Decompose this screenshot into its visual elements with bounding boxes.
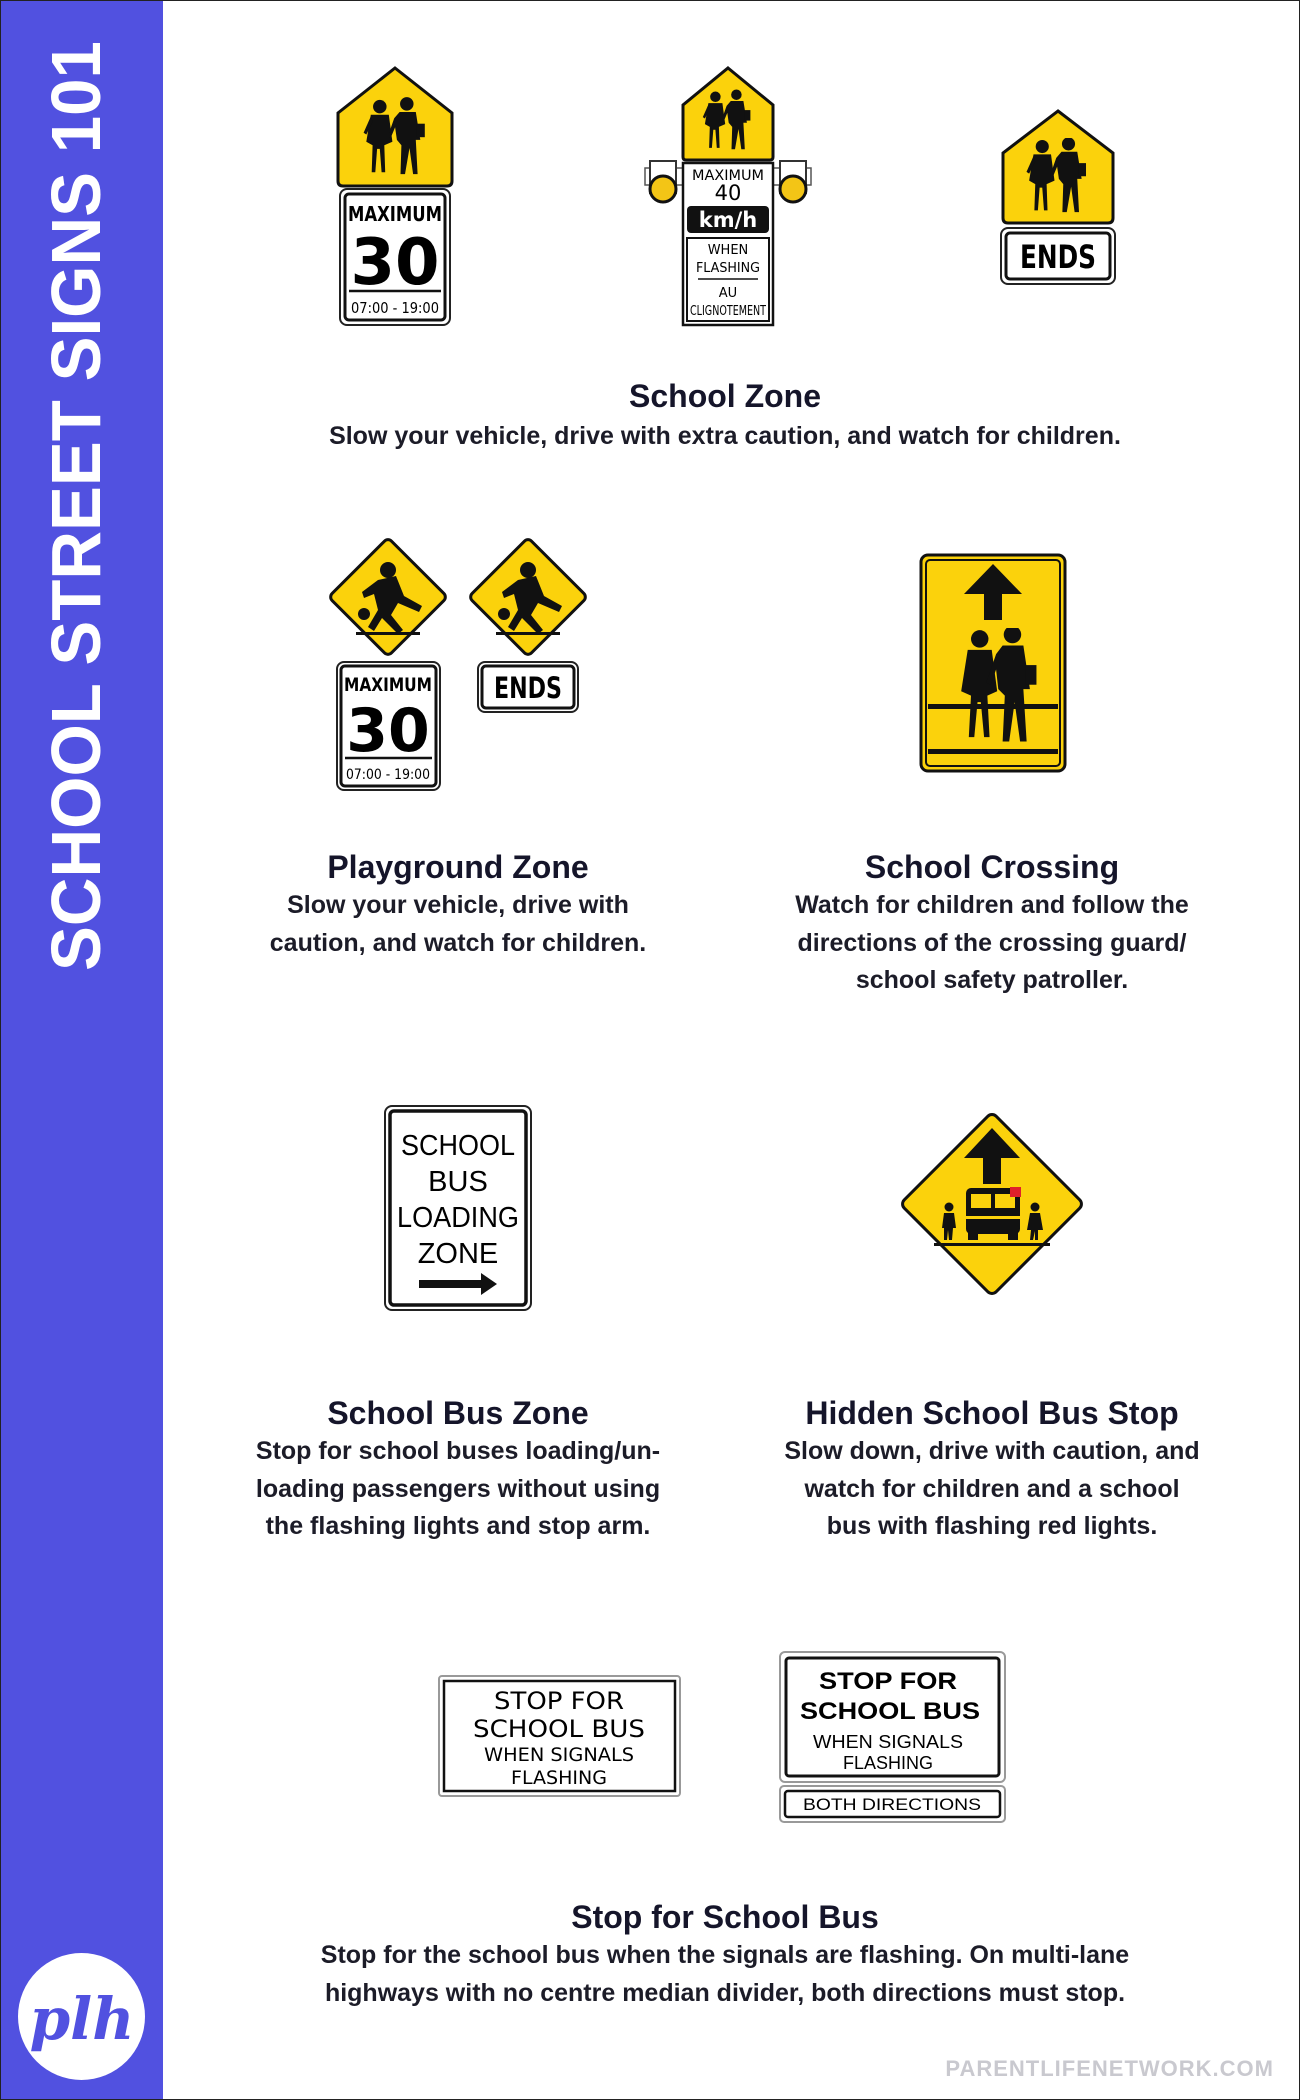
svg-text:CLIGNOTEMENT: CLIGNOTEMENT: [690, 304, 767, 319]
school-zone-speed-sign: [333, 65, 457, 329]
svg-text:SCHOOL BUS: SCHOOL BUS: [473, 1715, 645, 1743]
school-crossing-description: Watch for children and follow the directions of the crossing guard/ school safety patroller.: [795, 891, 1189, 994]
svg-text:SCHOOL BUS: SCHOOL BUS: [800, 1698, 980, 1725]
svg-text:ENDS: ENDS: [494, 671, 562, 705]
sidebar-title: [1, 1, 163, 1011]
school-bus-zone-title: School Bus Zone: [327, 1395, 589, 1431]
svg-text:07:00 - 19:00: 07:00 - 19:00: [351, 299, 439, 317]
svg-text:WHEN SIGNALS: WHEN SIGNALS: [484, 1744, 634, 1766]
svg-text:WHEN: WHEN: [707, 243, 749, 258]
stop-for-school-bus-both-directions-sign: [778, 1650, 1007, 1824]
playground-sign: [323, 532, 453, 662]
school-bus-icon: [966, 1187, 1021, 1240]
school-bus-zone-description: Stop for school buses loading/un- loading passengers without using the flashing lights and stop arm.: [255, 1437, 661, 1540]
flasher-light-right: [780, 176, 806, 202]
stop-for-school-bus-sign: [437, 1674, 682, 1798]
svg-text:BOTH DIRECTIONS: BOTH DIRECTIONS: [803, 1795, 981, 1814]
svg-text:AU: AU: [718, 286, 738, 301]
svg-text:LOADING: LOADING: [397, 1202, 519, 1234]
svg-text:MAXIMUM: MAXIMUM: [344, 674, 432, 696]
school-bus-loading-zone-sign: [383, 1104, 533, 1312]
sidebar: [1, 1, 163, 2099]
svg-text:MAXIMUM: MAXIMUM: [348, 202, 442, 226]
playground-ends-sign: [476, 660, 580, 714]
playground-zone-description: Slow your vehicle, drive with caution, and watch for children.: [269, 891, 647, 957]
school-zone-title: School Zone: [629, 378, 821, 414]
svg-text:WHEN SIGNALS: WHEN SIGNALS: [813, 1732, 963, 1752]
svg-text:SCHOOL STREET SIGNS 101: SCHOOL STREET SIGNS 101: [37, 3, 115, 971]
flasher-light-left: [650, 176, 676, 202]
svg-text:40: 40: [714, 181, 742, 205]
stop-for-school-bus-title: Stop for School Bus: [571, 1899, 879, 1935]
svg-text:km/h: km/h: [698, 208, 758, 232]
svg-text:BUS: BUS: [428, 1166, 488, 1198]
playground-ends-diamond-sign: [463, 532, 593, 662]
svg-text:STOP FOR: STOP FOR: [819, 1668, 957, 1695]
footer-website: PARENTLIFENETWORK.COM: [945, 2056, 1274, 2081]
playground-zone-title: Playground Zone: [327, 849, 589, 885]
svg-text:FLASHING: FLASHING: [842, 1753, 934, 1773]
hidden-school-bus-stop-description: Slow down, drive with caution, and watch for children and a school bus with flashing red lights.: [784, 1437, 1200, 1540]
svg-text:SCHOOL: SCHOOL: [401, 1130, 515, 1162]
school-zone-ends-sign: [999, 108, 1117, 286]
school-crossing-title: School Crossing: [864, 849, 1120, 885]
school-crossing-sign: [918, 552, 1068, 774]
hidden-school-bus-stop-sign: [894, 1106, 1090, 1302]
svg-text:plh: plh: [29, 1985, 135, 2053]
stop-for-school-bus-description: Stop for the school bus when the signals are flashing. On multi-lane highways with no centre median divider, both directions must stop.: [320, 1941, 1130, 2007]
svg-text:FLASHING: FLASHING: [511, 1767, 607, 1789]
school-zone-flashing-sign: [640, 65, 816, 330]
svg-text:ENDS: ENDS: [1020, 238, 1096, 276]
svg-text:MAXIMUM: MAXIMUM: [692, 168, 764, 184]
brand-logo: [18, 1953, 145, 2080]
svg-text:ZONE: ZONE: [417, 1238, 499, 1270]
svg-text:30: 30: [346, 696, 430, 766]
svg-text:30: 30: [350, 226, 440, 300]
school-zone-description: Slow your vehicle, drive with extra caution, and watch for children.: [329, 422, 1121, 450]
hidden-school-bus-stop-title: Hidden School Bus Stop: [805, 1395, 1179, 1431]
svg-text:FLASHING: FLASHING: [696, 261, 760, 276]
svg-text:07:00 - 19:00: 07:00 - 19:00: [346, 767, 430, 783]
svg-text:STOP FOR: STOP FOR: [494, 1687, 624, 1715]
playground-speed-sign: [335, 660, 442, 792]
